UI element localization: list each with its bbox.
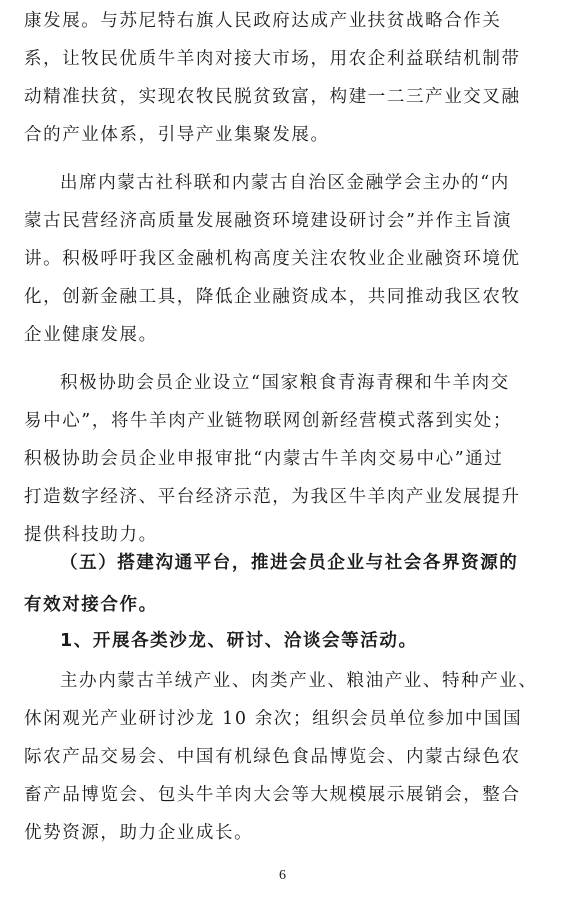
paragraph-line: 积极协助会员企业申报审批“内蒙古牛羊肉交易中心”通过 bbox=[24, 449, 504, 469]
paragraph-line: 蒙古民营经济高质量发展融资环境建设研讨会”并作主旨演 bbox=[24, 211, 513, 231]
subsection-heading: 1、开展各类沙龙、研讨、洽谈会等活动。 bbox=[60, 631, 418, 651]
section-heading: （五）搭建沟通平台，推进会员企业与社会各界资源的 bbox=[60, 553, 519, 573]
paragraph-line: 畜产品博览会、包头牛羊肉大会等大规模展示展销会，整合 bbox=[24, 785, 521, 805]
paragraph-line: 优势资源，助力企业成长。 bbox=[24, 823, 254, 843]
paragraph-line: 休闲观光产业研讨沙龙 10 余次；组织会员单位参加中国国 bbox=[24, 709, 523, 729]
paragraph-line: 打造数字经济、平台经济示范，为我区牛羊肉产业发展提升 bbox=[24, 487, 521, 507]
paragraph-line: 系，让牧民优质牛羊肉对接大市场，用农企利益联结机制带 bbox=[24, 49, 521, 69]
paragraph-line: 合的产业体系，引导产业集聚发展。 bbox=[24, 125, 330, 145]
section-heading: 有效对接合作。 bbox=[24, 595, 158, 615]
paragraph-line: 提供科技助力。 bbox=[24, 525, 158, 545]
page-number: 6 bbox=[279, 868, 286, 883]
paragraph-line: 讲。积极呼吁我区金融机构高度关注农牧业企业融资环境优 bbox=[24, 249, 521, 269]
paragraph-line: 际农产品交易会、中国有机绿色食品博览会、内蒙古绿色农 bbox=[24, 747, 521, 767]
paragraph-line: 易中心”，将牛羊肉产业链物联网创新经营模式落到实处； bbox=[24, 411, 513, 431]
paragraph-line: 康发展。与苏尼特右旗人民政府达成产业扶贫战略合作关 bbox=[24, 11, 502, 31]
paragraph-line: 积极协助会员企业设立“国家粮食青海青稞和牛羊肉交 bbox=[60, 373, 510, 393]
paragraph-line: 动精准扶贫，实现农牧民脱贫致富，构建一二三产业交叉融 bbox=[24, 87, 521, 107]
paragraph-line: 主办内蒙古羊绒产业、肉类产业、粮油产业、特种产业、 bbox=[60, 671, 538, 691]
paragraph-line: 企业健康发展。 bbox=[24, 325, 158, 345]
paragraph-line: 出席内蒙古社科联和内蒙古自治区金融学会主办的“内 bbox=[60, 173, 510, 193]
paragraph-line: 化，创新金融工具，降低企业融资成本，共同推动我区农牧 bbox=[24, 287, 521, 307]
